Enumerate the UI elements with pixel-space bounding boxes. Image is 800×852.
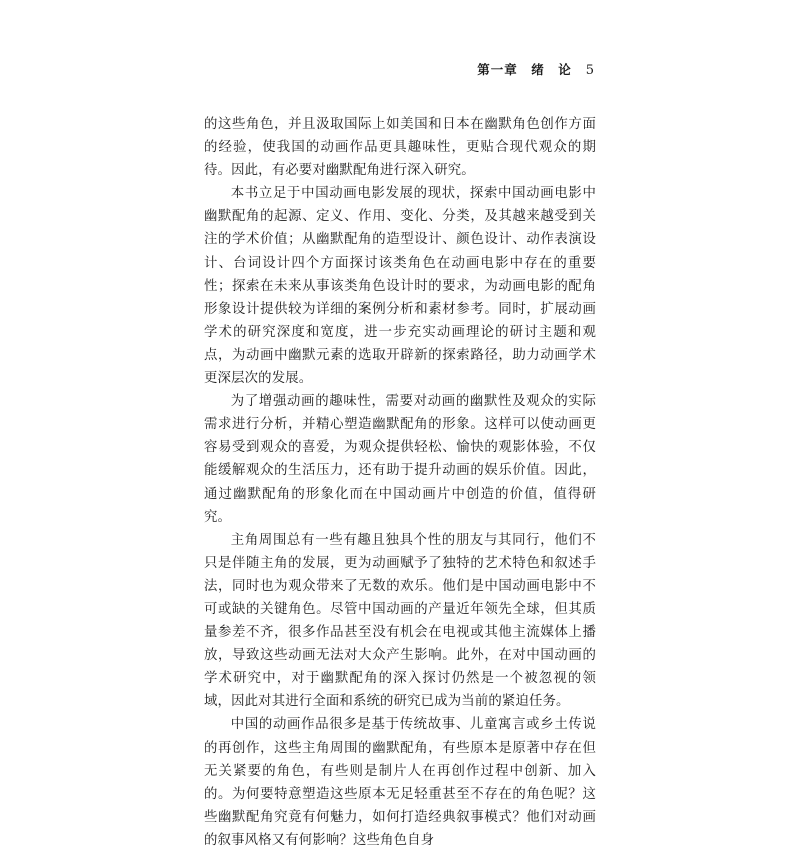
paragraph-continued: 的这些角色，并且汲取国际上如美国和日本在幽默角色创作方面的经验，使我国的动画作品更具趣味性，更贴合现代观众的期待。因此，有必要对幽默配角进行深入研究。 (204, 117, 596, 179)
page-number: 5 (585, 63, 595, 78)
paragraph: 中国的动画作品很多是基于传统故事、儿童寓言或乡土传说的再创作，这些主角周围的幽默配角，有些原本是原著中存在但无关紧要的角色，有些则是制片人在再创作过程中创新、加入的。为何要特意塑造这些原本无足轻重甚至不存在的角色呢？这些幽默配角究竟有何魅力，如何打造经典叙事模式？他们对动画的叙事风格又有何影响？这些角色自身 (204, 717, 596, 848)
paragraph: 主角周围总有一些有趣且独具个性的朋友与其同行，他们不只是伴随主角的发展，更为动画赋予了独特的艺术特色和叙述手法，同时也为观众带来了无数的欢乐。他们是中国动画电影中不可或缺的关键角色。尽管中国动画的产量近年领先全球，但其质量参差不齐，很多作品甚至没有机会在电视或其他主流媒体上播放，导致这些动画无法对大众产生影响。此外，在对中国动画的学术研究中，对于幽默配角的深入探讨仍然是一个被忽视的领域，因此对其进行全面和系统的研究已成为当前的紧迫任务。 (204, 532, 596, 710)
paragraph: 本书立足于中国动画电影发展的现状，探索中国动画电影中幽默配角的起源、定义、作用、变化、分类，及其越来越受到关注的学术价值；从幽默配角的造型设计、颜色设计、动作表演设计、台词设计四个方面探讨该类角色在动画电影中存在的重要性；探索在未来从事该类角色设计时的要求，为动画电影的配角形象设计提供较为详细的案例分析和素材参考。同时，扩展动画学术的研究深度和宽度，进一步充实动画理论的研讨主题和观点，为动画中幽默元素的选取开辟新的探索路径，助力动画学术更深层次的发展。 (204, 186, 596, 387)
running-header (477, 60, 595, 78)
body-text (204, 113, 596, 852)
paragraph: 为了增强动画的趣味性，需要对动画的幽默性及观众的实际需求进行分析，并精心塑造幽默配角的形象。这样可以使动画更容易受到观众的喜爱，为观众提供轻松、愉快的观影体验，不仅能缓解观众的生活压力，还有助于提升动画的娱乐价值。因此，通过幽默配角的形象化而在中国动画片中创造的价值，值得研究。 (204, 394, 596, 525)
chapter-title: 第一章 绪 论 (477, 62, 572, 77)
